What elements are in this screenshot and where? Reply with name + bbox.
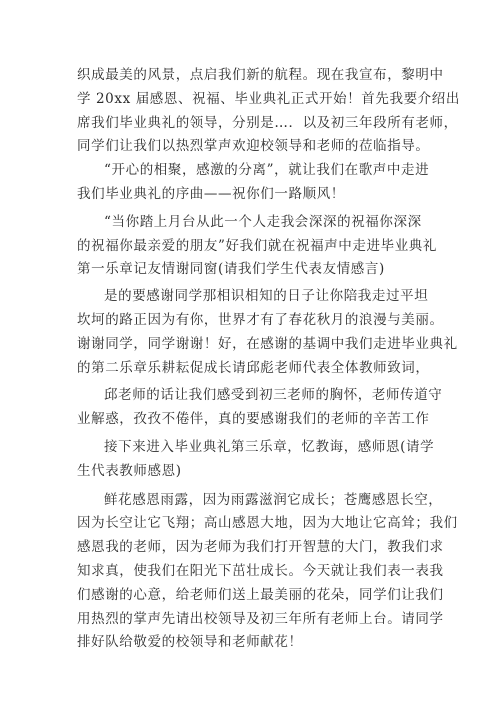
text-line: 第一乐章记友情谢同窗(请我们学生代表友情感言)	[77, 261, 385, 278]
text-line: 业解惑，孜孜不倦伴，真的要感谢我们的老师的辛苦工作	[77, 411, 430, 428]
text-line: 学 20xx 届感恩、祝福、毕业典礼正式开始！首先我要介绍出	[77, 90, 460, 107]
text-line: 的祝福你最亲爱的朋友”好我们就在祝福声中走进毕业典礼	[77, 237, 438, 254]
text-line: 们感谢的心意，给老师们送上最美丽的花朵，同学们让我们	[77, 586, 444, 603]
text-line: 是的要感谢同学那相识相知的日子让你陪我走过平坦	[104, 288, 429, 305]
text-line: 席我们毕业典礼的领导，分别是…．以及初三年段所有老师，	[77, 114, 458, 131]
text-line: 同学们让我们以热烈掌声欢迎校领导和老师的莅临指导。	[77, 138, 430, 155]
text-line: 谢谢同学，同学谢谢！好，在感谢的基调中我们走进毕业典礼	[77, 335, 458, 352]
text-line: 坎坷的路正因为有你，世界才有了春花秋月的浪漫与美丽。	[77, 311, 444, 328]
text-line: 邱老师的话让我们感受到初三老师的胸怀，老师传道守	[104, 387, 443, 404]
text-line: 感恩我的老师，因为老师为我们打开智慧的大门，教我们求	[77, 539, 444, 556]
document-body	[77, 64, 460, 655]
text-line: 我们毕业典礼的序曲——祝你们一路顺风！	[77, 185, 345, 202]
text-line: “开心的相聚，感激的分离”，就让我们在歌声中走进	[104, 162, 430, 179]
text-line: 知求真，使我们在阳光下茁壮成长。今天就让我们表一表我	[77, 562, 444, 579]
text-line: 因为长空让它飞翔；高山感恩大地，因为大地让它高耸；我们	[77, 515, 458, 532]
text-line: 织成最美的风景，点启我们新的航程。现在我宣布，黎明中	[77, 67, 444, 83]
text-line: 生代表教师感恩)	[77, 462, 182, 479]
text-line: “当你踏上月台从此一个人走我会深深的祝福你深深	[104, 213, 422, 230]
text-line: 鲜花感恩雨露，因为雨露滋润它成长；苍鹰感恩长空，	[104, 491, 443, 508]
text-line: 接下来进入毕业典礼第三乐章，忆教诲，感师恩(请学	[104, 438, 435, 455]
text-line: 排好队给敬爱的校领导和老师献花！	[77, 634, 303, 651]
text-line: 用热烈的掌声先请出校领导及初三年所有老师上台。请同学	[77, 610, 444, 627]
text-line: 的第二乐章乐耕耘促成长请邱彪老师代表全体教师致词，	[77, 359, 430, 376]
